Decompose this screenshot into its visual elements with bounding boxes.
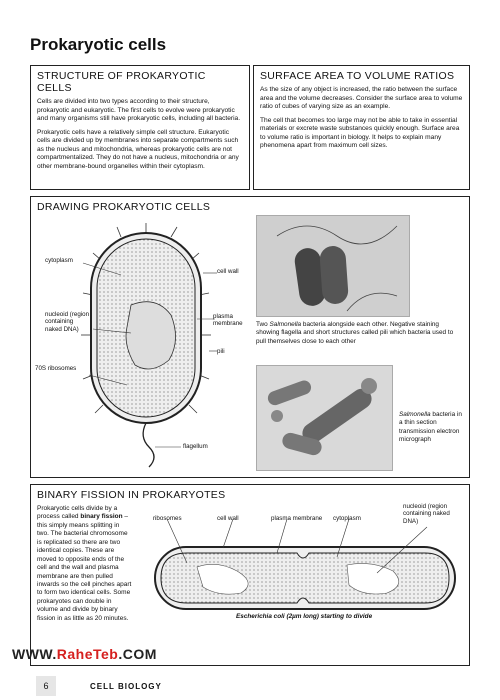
structure-heading: STRUCTURE OF PROKARYOTIC CELLS [37, 70, 206, 94]
label-plasma-membrane: plasma membrane [213, 313, 243, 328]
micrograph1-caption: Two Salmonella bacteria alongside each other. Negative staining showing flagella and short structures called pili which bacteria used to pull themselves close to each other [256, 321, 454, 345]
structure-p1: Cells are divided into two types according to their structure, prokaryotic and eukaryotic. The first cells to evolve were prokaryotic and many organisms still have prokaryotic cells, including all bacteria. [37, 98, 241, 123]
label-cell-wall: cell wall [217, 268, 239, 275]
label-ribosomes: 70S ribosomes [35, 365, 77, 372]
label-cytoplasm: cytoplasm [45, 257, 73, 264]
micrograph-section [256, 365, 393, 471]
nucleoid-shape [126, 302, 176, 369]
structure-box [30, 65, 250, 190]
bf-label-plasma-membrane: plasma membrane [271, 515, 323, 522]
bf-label-cell-wall: cell wall [217, 515, 239, 522]
prokaryote-diagram [31, 215, 251, 470]
drawing-heading: DRAWING PROKARYOTIC CELLS [37, 201, 211, 213]
watermark-url: WWW.RaheTeb.COM [12, 646, 157, 662]
bf-label-cytoplasm: cytoplasm [333, 515, 361, 522]
binary-heading: BINARY FISSION IN PROKARYOTES [37, 489, 226, 501]
bf-label-ribosomes: ribosomes [153, 515, 182, 522]
label-pili: pili [217, 348, 225, 355]
surface-box [253, 65, 470, 190]
page-title: Prokaryotic cells [30, 35, 167, 54]
micrograph-flagella [256, 215, 410, 317]
surface-p2: The cell that becomes too large may not be able to take in essential materials or excrete waste substances quickly enough. Surface area to volume ratio is important in biology. It helps to explain many phenomena apart from maximum cell sizes. [260, 116, 460, 150]
micrograph2-caption: Salmonella bacteria in a thin section transmission electron micrograph [399, 411, 462, 443]
flagellum-shape [143, 423, 154, 467]
binary-caption: Escherichia coli (2µm long) starting to divide [236, 613, 373, 620]
label-flagellum: flagellum [183, 443, 208, 450]
drawing-box [30, 196, 470, 478]
binary-intro: Prokaryotic cells divide by a process called binary fission – this simply means splitting in two. The bacterial chromosome is replicated so there are two identical copies. These are moved to opposite ends of the cell and the wall and plasma membrane are then pulled inwards so the cell pinches apart to form two identical cells. Some prokaryotes can double in volume and divide by binary fission in as little as 20 minutes. [37, 505, 132, 622]
surface-heading: SURFACE AREA TO VOLUME RATIOS [260, 70, 455, 82]
bf-label-nucleoid: nucleoid (region containing naked DNA) [403, 503, 450, 525]
section-name: CELL BIOLOGY [90, 682, 162, 691]
page-number: 6 [36, 676, 56, 696]
binary-box [30, 484, 470, 666]
surface-p1: As the size of any object is increased, the ratio between the surface area and the volume decreases. Consider the surface area to volume ratio of cubes of varying size as an example. [260, 86, 463, 111]
structure-p2: Prokaryotic cells have a relatively simple cell structure. Eukaryotic cells are divided up by membranes into separate compartments such as the nucleus and mitochondria, whereas prokaryotic cells are not compartmentalized. They do not have a nucleus, mitochondria or any other membrane-bound organelles within their cytoplasm. [37, 128, 239, 170]
label-nucleoid: nucleoid (region containing naked DNA) [45, 311, 90, 333]
